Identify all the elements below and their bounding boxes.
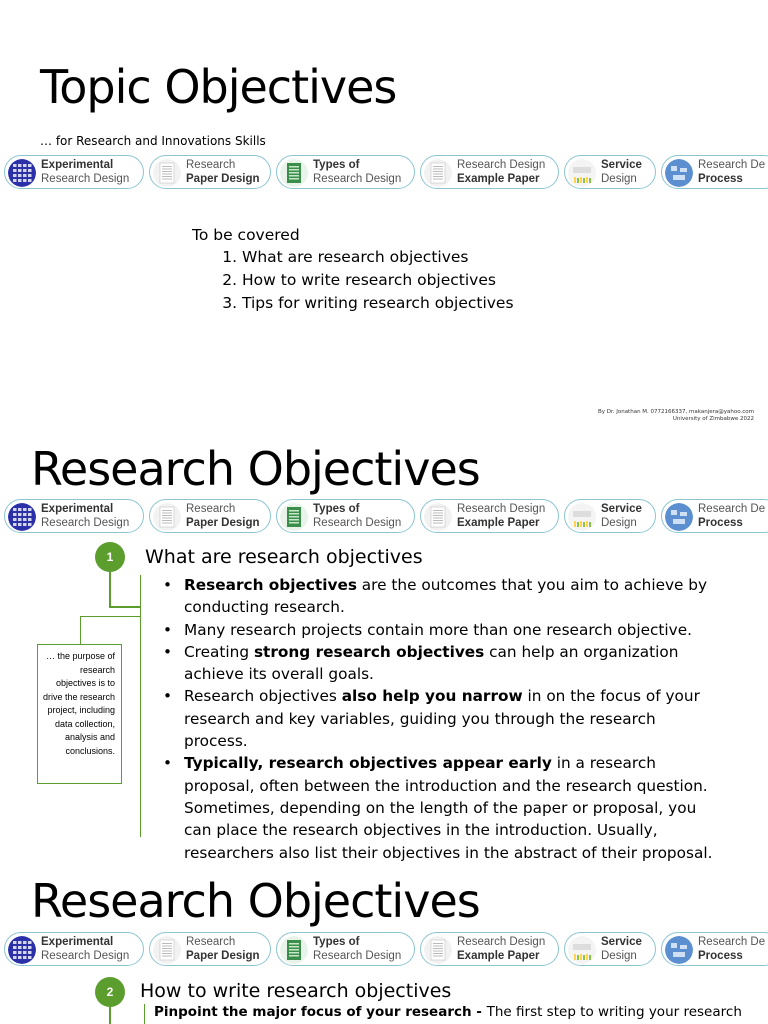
topic-pill-strip — [4, 499, 768, 537]
topic-pill-strip — [4, 932, 768, 970]
topic-pill-label: Research Design — [41, 950, 130, 962]
topic-pill-label: Types of — [313, 503, 360, 515]
book-icon — [280, 503, 308, 531]
topic-pill-label: Design — [601, 517, 637, 529]
document-icon — [424, 936, 452, 964]
bullet-item: • Research objectives are the outcomes that you aim to achieve by conducting research. — [184, 574, 718, 619]
topic-pill-label: Example Paper — [457, 173, 540, 185]
topic-pill-label: Paper Design — [186, 173, 260, 185]
document-icon — [424, 159, 452, 187]
document-icon — [153, 159, 181, 187]
topic-pill[interactable] — [149, 499, 271, 533]
topic-pill[interactable] — [276, 155, 415, 189]
bullet-item: • Typically, research objectives appear early in a research proposal, often between the introduction and the research question. Sometimes, depending on the length of the paper or proposal, you can place the research objectives in the introduction. Usually, researchers also list their objectives in the abstract of their proposal. — [184, 752, 718, 863]
covered-list — [192, 246, 514, 315]
topic-pill[interactable] — [276, 932, 415, 966]
topic-pill-label: Experimental — [41, 936, 114, 948]
topic-pill-label: Experimental — [41, 503, 114, 515]
topic-pill-label: Research De — [698, 503, 766, 515]
book-icon — [280, 159, 308, 187]
topic-pill-label: Process — [698, 950, 743, 962]
covered-item: 3. Tips for writing research objectives — [242, 292, 514, 315]
topic-pill[interactable] — [661, 499, 768, 533]
covered-heading: To be covered — [192, 226, 300, 244]
bullet-item: • Creating strong research objectives can help an organization achieve its overall goals. — [184, 641, 718, 686]
map-icon — [665, 503, 693, 531]
topic-pill-label: Research Design — [313, 173, 402, 185]
topic-pill-label: Paper Design — [186, 517, 260, 529]
author-credit — [598, 409, 754, 423]
topic-pill-strip — [4, 155, 768, 193]
topic-pill-label: Research Design — [457, 159, 546, 171]
chart-icon — [568, 936, 596, 964]
topic-pill-label: Types of — [313, 159, 360, 171]
topic-pill-label: Research Design — [41, 173, 130, 185]
book-icon — [280, 936, 308, 964]
covered-item: 1. What are research objectives — [242, 246, 514, 269]
topic-pill-label: Research Design — [457, 503, 546, 515]
topic-pill-label: Research — [186, 159, 236, 171]
purpose-callout: … the purpose of research objectives is to drive the research project, including data collection, analysis and conclusions. — [37, 644, 122, 784]
document-icon — [153, 503, 181, 531]
how-to-paragraph: Pinpoint the major focus of your research - The first step to writing your research — [154, 1004, 742, 1020]
chart-icon — [568, 159, 596, 187]
objectives-bullets — [158, 574, 718, 864]
topic-pill-label: Research — [186, 503, 236, 515]
topic-pill-label: Types of — [313, 936, 360, 948]
credit-line: University of Zimbabwe 2022 — [672, 416, 754, 422]
covered-section — [192, 226, 514, 315]
topic-pill-label: Service — [601, 159, 642, 171]
grid-icon — [8, 936, 36, 964]
bullet-item: • Research objectives also help you narrow in on the focus of your research and key variables, guiding you through the research process. — [184, 685, 718, 752]
document-icon — [153, 936, 181, 964]
map-icon — [665, 936, 693, 964]
topic-pill[interactable] — [420, 155, 559, 189]
topic-pill-label: Example Paper — [457, 950, 540, 962]
document-icon — [424, 503, 452, 531]
topic-pill[interactable] — [564, 155, 656, 189]
topic-pill-label: Research Design — [313, 517, 402, 529]
topic-pill-label: Research De — [698, 159, 766, 171]
slide-topic-objectives — [0, 0, 768, 430]
topic-pill-label: Example Paper — [457, 517, 540, 529]
topic-pill-label: Service — [601, 936, 642, 948]
topic-pill[interactable] — [564, 499, 656, 533]
section-heading: What are research objectives — [145, 546, 423, 568]
topic-pill[interactable] — [276, 499, 415, 533]
slide-title: Topic Objectives — [40, 60, 397, 114]
section-heading: How to write research objectives — [140, 980, 452, 1002]
bullet-item: • Many research projects contain more than one research objective. — [184, 619, 718, 641]
topic-pill[interactable] — [4, 155, 144, 189]
topic-pill-label: Experimental — [41, 159, 114, 171]
slide-subtitle: … for Research and Innovations Skills — [40, 134, 266, 148]
topic-pill[interactable] — [661, 155, 768, 189]
topic-pill-label: Research Design — [41, 517, 130, 529]
step-number-badge: 1 — [95, 542, 125, 572]
chart-icon — [568, 503, 596, 531]
credit-line: By Dr. Jonathan M. 0772166337, makanjera@yahoo.com — [597, 409, 754, 415]
topic-pill-label: Process — [698, 517, 743, 529]
topic-pill[interactable] — [149, 155, 271, 189]
slide-title: Research Objectives — [31, 874, 480, 928]
topic-pill[interactable] — [420, 932, 559, 966]
topic-pill[interactable] — [149, 932, 271, 966]
topic-pill-label: Research — [186, 936, 236, 948]
topic-pill[interactable] — [661, 932, 768, 966]
grid-icon — [8, 503, 36, 531]
topic-pill-label: Research Design — [313, 950, 402, 962]
topic-pill-label: Design — [601, 173, 637, 185]
topic-pill-label: Service — [601, 503, 642, 515]
slide-title: Research Objectives — [31, 442, 480, 496]
step-number-badge: 2 — [95, 977, 125, 1007]
topic-pill-label: Process — [698, 173, 743, 185]
topic-pill-label: Research Design — [457, 936, 546, 948]
topic-pill-label: Design — [601, 950, 637, 962]
covered-item: 2. How to write research objectives — [242, 269, 514, 292]
topic-pill-label: Research De — [698, 936, 766, 948]
topic-pill[interactable] — [4, 932, 144, 966]
topic-pill[interactable] — [4, 499, 144, 533]
map-icon — [665, 159, 693, 187]
topic-pill[interactable] — [420, 499, 559, 533]
grid-icon — [8, 159, 36, 187]
topic-pill-label: Paper Design — [186, 950, 260, 962]
topic-pill[interactable] — [564, 932, 656, 966]
